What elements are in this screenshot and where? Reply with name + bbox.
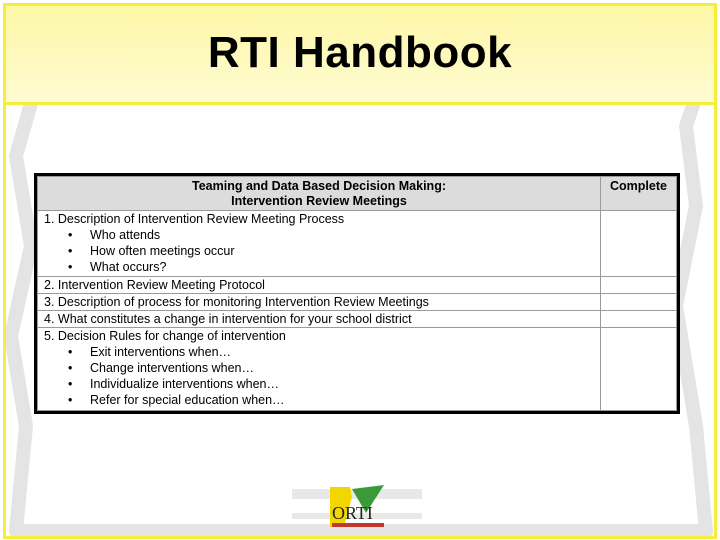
bullet-icon: •: [68, 228, 73, 242]
orti-logo: [292, 483, 422, 533]
bullet-icon: •: [68, 244, 73, 258]
topic-header-line1: Teaming and Data Based Decision Making:: [192, 179, 446, 193]
bullet-text: What occurs?: [90, 260, 167, 274]
bullet-icon: •: [68, 345, 73, 359]
complete-header: Complete: [601, 177, 677, 211]
bullet-text: Refer for special education when…: [90, 393, 285, 407]
item-2-complete-cell[interactable]: [601, 277, 677, 294]
table-row: [38, 294, 677, 311]
bullet-icon: •: [68, 377, 73, 391]
item-3-complete-cell[interactable]: [601, 294, 677, 311]
bullet-icon: •: [68, 393, 73, 407]
list-item: [38, 376, 600, 392]
table-row: [38, 328, 677, 411]
topic-header: [38, 177, 601, 211]
bullet-text: How often meetings occur: [90, 244, 235, 258]
list-item: [38, 392, 600, 408]
bullet-text: Who attends: [90, 228, 161, 242]
item-3-label: 3. Description of process for monitoring Intervention Review Meetings: [44, 295, 429, 309]
item-1-label: 1. Description of Intervention Review Meeting Process: [44, 212, 345, 226]
item-4-complete-cell[interactable]: [601, 311, 677, 328]
list-item: [38, 243, 600, 259]
list-item: [38, 227, 600, 243]
table-row: [38, 211, 677, 277]
list-item: [38, 344, 600, 360]
item-1-complete-cell[interactable]: [601, 211, 677, 277]
item-1-cell: [38, 211, 601, 277]
list-item: [38, 259, 600, 275]
item-5-complete-cell[interactable]: [601, 328, 677, 411]
table-row: [38, 277, 677, 294]
checklist-table: [34, 173, 680, 414]
bullet-text: Exit interventions when…: [90, 345, 232, 359]
item-5-label: 5. Decision Rules for change of intervention: [44, 329, 286, 343]
topic-header-line2: Intervention Review Meetings: [231, 194, 407, 208]
logo-text: ORTI: [332, 503, 373, 523]
item-4-label: 4. What constitutes a change in intervention for your school district: [44, 312, 412, 326]
item-2-label: 2. Intervention Review Meeting Protocol: [44, 278, 265, 292]
slide-title: RTI Handbook: [207, 28, 513, 77]
table-row: [38, 311, 677, 328]
bullet-text: Individualize interventions when…: [90, 377, 279, 391]
item-5-cell: [38, 328, 601, 411]
item-3-cell: [38, 294, 601, 311]
list-item: [38, 360, 600, 376]
item-2-cell: [38, 277, 601, 294]
table-header-row: [38, 177, 677, 211]
bullet-text: Change interventions when…: [90, 361, 254, 375]
item-4-cell: [38, 311, 601, 328]
logo-red-bar: [332, 523, 384, 527]
bullet-icon: •: [68, 361, 73, 375]
bullet-icon: •: [68, 260, 73, 274]
